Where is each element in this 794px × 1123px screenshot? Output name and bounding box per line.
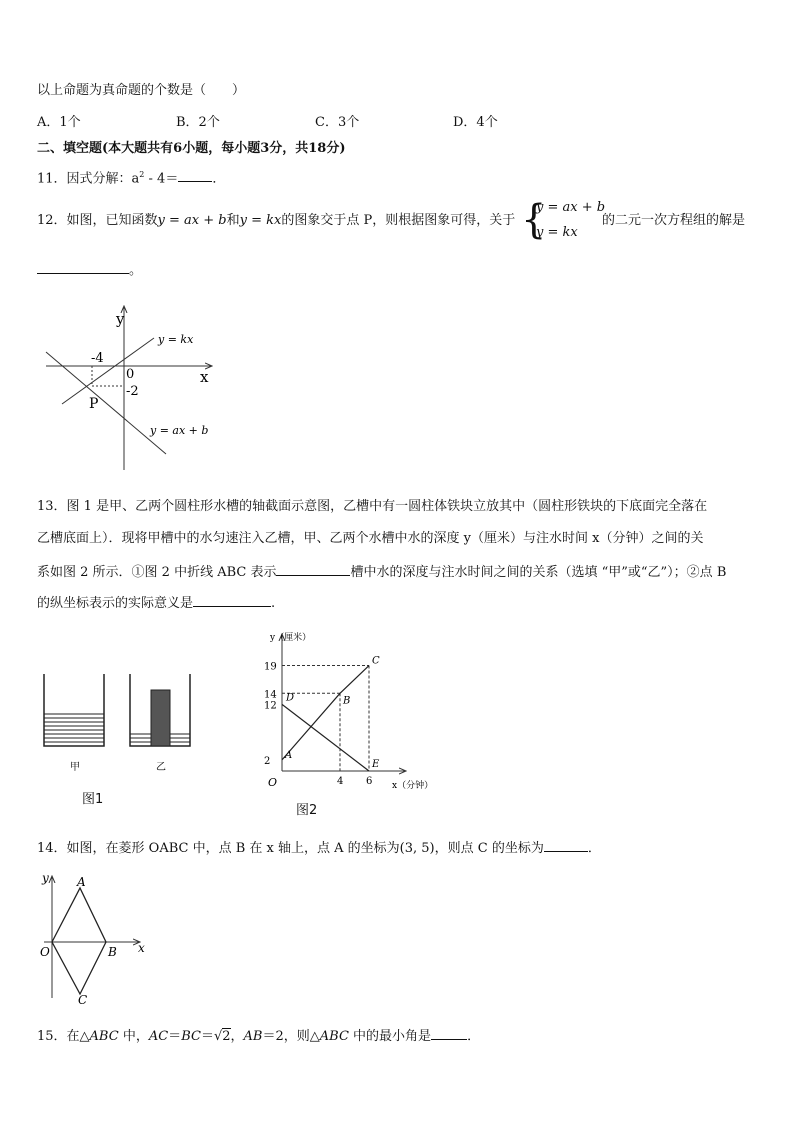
q13-fig1-caption: 图1 — [82, 792, 104, 807]
q12-graph — [40, 300, 230, 478]
q10-option-d: D．4个 — [453, 115, 498, 130]
q11-end: ． — [212, 171, 226, 187]
q12-end: 。 — [129, 263, 143, 278]
fig2-ytick: 2 — [264, 755, 271, 767]
q14-suffix: ，则点 C 的坐标为 — [434, 841, 544, 856]
q12-system-brace: { — [521, 197, 547, 243]
q15-sqrt-sign: √ — [213, 1029, 223, 1044]
q14-x-label: x — [138, 941, 145, 955]
q13-answer-blank-2[interactable] — [193, 593, 271, 607]
fig2-series — [282, 666, 369, 771]
q14-rhombus-figure — [36, 868, 156, 1006]
fig2-y-title: y（厘米） — [270, 633, 312, 643]
q12-mid2: 的图象交于点 P，则根据图象可得，关于 — [281, 213, 516, 228]
q13-fig2-chart — [256, 628, 446, 796]
tank-jia — [44, 674, 104, 746]
fig2-xtick: 6 — [366, 776, 373, 787]
q15-abc2: ABC — [319, 1029, 349, 1044]
q10-option-a: A．1个 — [37, 115, 81, 130]
fig2-point-a: A — [285, 749, 293, 761]
q13-line3 — [37, 562, 726, 582]
q12-label-kx: y = kx — [158, 333, 194, 346]
q12-label-ax-b: y = ax + b — [150, 424, 209, 437]
q10-stem: 以上命题为真命题的个数是（ ） — [37, 83, 246, 98]
q11-sup: 2 — [139, 170, 145, 179]
q12-answer-line — [37, 260, 142, 280]
q14 — [37, 838, 601, 858]
q13-fig1-tanks — [40, 670, 200, 774]
q14-label-b: B — [108, 945, 117, 959]
q14-label-c: C — [78, 993, 88, 1006]
q12-tick-y: -2 — [126, 384, 139, 399]
q13-line4a: 的纵坐标表示的实际意义是 — [37, 596, 194, 611]
q12-y-label: y — [116, 310, 125, 328]
fig2-origin: O — [268, 776, 278, 789]
fig2-series-de — [282, 704, 369, 771]
fig2-point-e: E — [372, 759, 380, 770]
q10-option-c: C．3个 — [315, 115, 360, 130]
fig2-series-abc — [282, 666, 369, 760]
q15-suffix: 中的最小角是 — [348, 1029, 432, 1044]
q15-bc: BC — [181, 1029, 201, 1044]
q15-answer-blank[interactable] — [431, 1026, 467, 1040]
q12-f2: y = kx — [239, 213, 282, 228]
q12-line1 — [37, 212, 515, 230]
q12-sys2: y = kx — [536, 225, 578, 240]
fig2-point-c: C — [372, 655, 380, 667]
q13-line4b: . — [271, 596, 276, 611]
q15-eq3: ＝2，则△ — [262, 1029, 320, 1044]
q11-suffix: - 4＝ — [144, 171, 179, 187]
tank-yi — [130, 674, 190, 746]
fig2-guides — [282, 666, 369, 771]
q15-eq1: ＝ — [168, 1029, 182, 1044]
q15 — [37, 1026, 480, 1046]
tank-yi-label: 乙 — [156, 762, 166, 773]
q15-end: ． — [467, 1029, 481, 1044]
q14-y-label: y — [42, 871, 49, 885]
q11 — [37, 166, 225, 188]
q15-eq2: ＝ — [200, 1029, 214, 1044]
q12-sys1: y = ax + b — [536, 200, 606, 215]
q12-f1: y = ax + b — [157, 213, 227, 228]
q12-tick-x: -4 — [91, 351, 104, 366]
q15-mid2: ， — [230, 1029, 244, 1044]
q15-abc: ABC — [89, 1029, 119, 1044]
q12-prefix: 12．如图，已知函数 — [37, 213, 158, 228]
q13-answer-blank-1[interactable] — [276, 562, 350, 576]
q13-line3a: 系如图 2 所示．①图 2 中折线 ABC 表示 — [37, 565, 277, 580]
q12-line-kx — [62, 338, 154, 404]
q14-prefix: 14．如图，在菱形 OABC 中，点 B 在 x 轴上，点 A 的坐标为 — [37, 841, 400, 856]
q13-line4 — [37, 593, 275, 613]
fig2-ytick: 14 — [264, 689, 277, 701]
tank-jia-label: 甲 — [70, 762, 80, 773]
fig2-point-b: B — [343, 695, 351, 707]
q15-ac: AC — [148, 1029, 169, 1044]
q14-label-o: O — [40, 945, 50, 959]
q12-answer-blank[interactable] — [37, 260, 129, 274]
fig2-labels — [264, 631, 433, 791]
q13-line3b: 槽中水的深度与注水时间之间的关系（选填 “甲”或“乙”）；②点 B — [350, 565, 727, 580]
q10-option-b: B．2个 — [176, 115, 220, 130]
fig2-xtick: 4 — [337, 776, 344, 787]
fig2-point-d: D — [286, 692, 295, 704]
q15-prefix: 15．在△ — [37, 1029, 90, 1044]
q11-answer-blank[interactable] — [178, 168, 212, 182]
q13-line1: 13．图 1 是甲、乙两个圆柱形水槽的轴截面示意图，乙槽中有一圆柱体铁块立放其中（圆柱形铁块的下底面完全落在 — [37, 499, 708, 514]
q14-end: ． — [587, 841, 601, 856]
fig2-x-title: x（分钟） — [392, 781, 434, 791]
q14-label-a: A — [77, 875, 86, 889]
q14-answer-blank[interactable] — [544, 838, 588, 852]
q11-prefix: 11．因式分解：a — [37, 171, 140, 187]
q12-suffix: 的二元一次方程组的解是 — [602, 213, 746, 228]
q12-mid1: 和 — [226, 213, 240, 228]
q15-ab: AB — [243, 1029, 263, 1044]
q12-point-p: P — [89, 396, 99, 412]
q12-origin: 0 — [126, 367, 135, 382]
q13-fig2-caption: 图2 — [296, 803, 318, 818]
q15-sqrt: 2 — [222, 1029, 231, 1044]
q14-rhombus — [52, 888, 106, 994]
q14-coord: (3, 5) — [399, 841, 435, 856]
q13-line2: 乙槽底面上）．现将甲槽中的水匀速注入乙槽，甲、乙两个水槽中水的深度 y（厘米）与注水时间 x（分钟）之间的关 — [37, 531, 704, 546]
fig2-ytick: 12 — [264, 700, 277, 712]
section-title: 二、填空题(本大题共有6小题，每小题3分，共18分) — [37, 141, 346, 156]
fig2-ytick: 19 — [264, 661, 277, 673]
q15-mid1: 中， — [118, 1029, 149, 1044]
q12-x-label: x — [200, 368, 209, 386]
iron-block — [151, 690, 170, 746]
